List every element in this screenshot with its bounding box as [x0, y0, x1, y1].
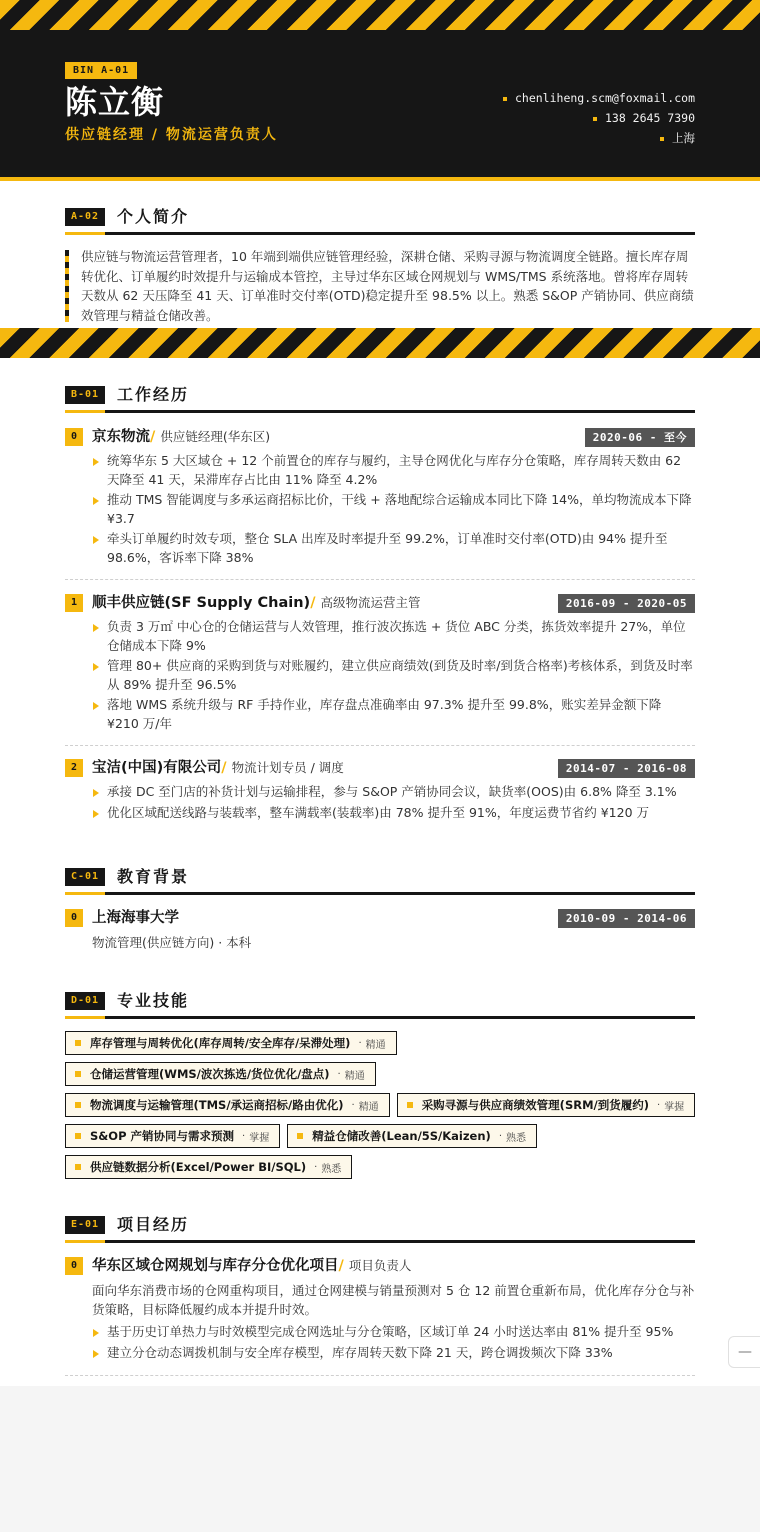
bullet-square-icon	[75, 1071, 81, 1077]
achievement-list	[65, 618, 695, 734]
contact-block	[503, 88, 695, 148]
header-accent-line	[0, 177, 760, 181]
skill-chip: 精益仓储改善(Lean/5S/Kaizen) · 熟悉	[287, 1124, 537, 1148]
section-tag: A-02	[65, 208, 105, 226]
bullet-square-icon	[75, 1040, 81, 1046]
bullet-square-icon	[75, 1164, 81, 1170]
city-text: 上海	[672, 131, 695, 145]
list-item: 牵头订单履约时效专项，整仓 SLA 出库及时率提升至 99.2%，订单准时交付率(OTD)由 94% 提升至 98.6%，客诉率下降 38%	[92, 530, 695, 567]
email-text: chenliheng.scm@foxmail.com	[514, 91, 695, 105]
bullet-square-icon	[593, 117, 597, 121]
entry-divider	[65, 745, 695, 746]
section-header-projects	[65, 1213, 695, 1243]
skill-level: 精通	[358, 1101, 379, 1113]
section-accent	[65, 232, 105, 235]
section-accent	[65, 410, 105, 413]
skill-chip: S&OP 产销协同与需求预测 · 掌握	[65, 1124, 280, 1148]
company-name: 顺丰供应链(SF Supply Chain)/ 高级物流运营主管	[92, 595, 421, 611]
list-item: 基于历史订单热力与时效模型完成仓网选址与分仓策略，区域订单 24 小时送达率由 81% 提升至 95%	[92, 1323, 695, 1342]
skill-level: 掌握	[664, 1101, 685, 1113]
bullet-square-icon	[407, 1102, 413, 1108]
company-name: 京东物流/ 供应链经理(华东区)	[92, 429, 271, 445]
minimize-button[interactable]	[728, 1336, 760, 1368]
contact-city	[503, 128, 695, 148]
section-accent	[65, 1240, 105, 1243]
entry-index: 0	[65, 1257, 83, 1275]
header	[0, 30, 760, 177]
bullet-square-icon	[297, 1133, 303, 1139]
skill-chip: 仓储运营管理(WMS/波次拣选/货位优化/盘点) · 精通	[65, 1062, 376, 1086]
section-tag: B-01	[65, 386, 105, 404]
section-tag: C-01	[65, 868, 105, 886]
date-badge: 2020-06 - 至今	[585, 428, 695, 447]
section-header-education	[65, 865, 695, 895]
section-title: 个人简介	[117, 207, 190, 226]
job-role: 高级物流运营主管	[320, 595, 421, 610]
section-title: 工作经历	[117, 385, 190, 404]
section-title: 专业技能	[117, 991, 190, 1010]
candidate-name: 陈立衡	[65, 83, 165, 121]
hazard-stripe-middle	[0, 328, 760, 358]
section-header-summary	[65, 205, 695, 235]
bullet-square-icon	[75, 1133, 81, 1139]
skill-level: 熟悉	[321, 1163, 342, 1175]
list-item: 管理 80+ 供应商的采购到货与对账履约，建立供应商绩效(到货及时率/到货合格率)考核体系，到货及时率从 89% 提升至 96.5%	[92, 657, 695, 694]
work-entry	[65, 426, 695, 570]
list-item: 落地 WMS 系统升级与 RF 手持作业，库存盘点准确率由 97.3% 提升至 99.8%，账实差异金额下降 ¥210 万/年	[92, 696, 695, 733]
list-item: 承接 DC 至门店的补货计划与运输排程，参与 S&OP 产销协同会议，缺货率(OOS)由 6.8% 降至 3.1%	[92, 783, 695, 802]
entry-index: 1	[65, 594, 83, 612]
achievement-list	[65, 1323, 695, 1362]
skill-level: 掌握	[249, 1132, 270, 1144]
list-item: 推动 TMS 智能调度与多承运商招标比价，干线 + 落地配综合运输成本同比下降 14%，单均物流成本下降 ¥3.7	[92, 491, 695, 528]
section-title: 教育背景	[117, 867, 190, 886]
skill-level: 精通	[344, 1070, 365, 1082]
company-name: 宝洁(中国)有限公司/ 物流计划专员 / 调度	[92, 760, 344, 776]
skill-level: 熟悉	[506, 1132, 527, 1144]
project-role: 项目负责人	[348, 1258, 412, 1273]
phone-text: 138 2645 7390	[604, 111, 695, 125]
contact-email[interactable]	[503, 88, 695, 108]
job-role: 物流计划专员 / 调度	[231, 760, 344, 775]
project-description: 面向华东消费市场的仓网重构项目，通过仓网建模与销量预测对 5 仓 12 前置仓重新布局，优化库存分仓与补货策略，目标降低履约成本并提升时效。	[92, 1283, 695, 1317]
section-header-work	[65, 383, 695, 413]
date-badge: 2010-09 - 2014-06	[558, 909, 695, 928]
section-header-skills	[65, 989, 695, 1019]
date-badge: 2014-07 - 2016-08	[558, 759, 695, 778]
work-entry	[65, 592, 695, 736]
entry-index: 0	[65, 428, 83, 446]
education-entry	[65, 907, 695, 953]
section-accent	[65, 892, 105, 895]
skill-level: 精通	[365, 1039, 386, 1051]
section-accent	[65, 1016, 105, 1019]
section-tag: E-01	[65, 1216, 105, 1234]
skill-chip: 物流调度与运输管理(TMS/承运商招标/路由优化) · 精通	[65, 1093, 390, 1117]
job-role: 供应链经理(华东区)	[160, 429, 271, 444]
achievement-list	[65, 783, 695, 822]
candidate-title: 供应链经理 / 物流运营负责人	[65, 127, 278, 143]
major-degree: 物流管理(供应链方向) · 本科	[92, 935, 252, 950]
hazard-stripe-top	[0, 0, 760, 30]
date-badge: 2016-09 - 2020-05	[558, 594, 695, 613]
section-title: 项目经历	[117, 1215, 190, 1234]
bullet-square-icon	[75, 1102, 81, 1108]
entry-divider	[65, 1375, 695, 1376]
bin-badge: BIN A-01	[65, 62, 137, 79]
list-item: 建立分仓动态调拨机制与安全库存模型，库存周转天数下降 21 天，跨仓调拨频次下降 33%	[92, 1344, 695, 1363]
minus-icon: —	[738, 1344, 752, 1360]
entry-index: 0	[65, 909, 83, 927]
contact-phone[interactable]	[503, 108, 695, 128]
school-name: 上海海事大学	[92, 910, 179, 926]
bullet-square-icon	[503, 97, 507, 101]
skill-chip: 供应链数据分析(Excel/Power BI/SQL) · 熟悉	[65, 1155, 352, 1179]
project-name: 华东区域仓网规划与库存分仓优化项目/ 项目负责人	[92, 1258, 412, 1274]
bullet-square-icon	[660, 137, 664, 141]
section-tag: D-01	[65, 992, 105, 1010]
skill-chip: 采购寻源与供应商绩效管理(SRM/到货履约) · 掌握	[397, 1093, 696, 1117]
list-item: 负责 3 万㎡ 中心仓的仓储运营与人效管理，推行波次拣选 + 货位 ABC 分类，拣货效率提升 27%，单位仓储成本下降 9%	[92, 618, 695, 655]
list-item: 优化区域配送线路与装载率，整车满载率(装载率)由 78% 提升至 91%，年度运费节省约 ¥120 万	[92, 804, 695, 823]
list-item: 统筹华东 5 大区域仓 + 12 个前置仓的库存与履约，主导仓网优化与库存分仓策略，库存周转天数由 62 天降至 41 天，呆滞库存占比由 11% 降至 4.2%	[92, 452, 695, 489]
entry-divider	[65, 579, 695, 580]
skills-list	[65, 1031, 705, 1186]
skill-chip: 库存管理与周转优化(库存周转/安全库存/呆滞处理) · 精通	[65, 1031, 397, 1055]
work-entry	[65, 757, 695, 824]
entry-index: 2	[65, 759, 83, 777]
project-entry	[65, 1255, 695, 1364]
achievement-list	[65, 452, 695, 568]
summary-text: 供应链与物流运营管理者，10 年端到端供应链管理经验，深耕仓储、采购寻源与物流调度全链路。擅长库存周转优化、订单履约时效提升与运输成本管控，主导过华东区域仓网规划与 WMS/TMS 系统落地。曾将库存周转天数从 62 天压降至 41 天、订单准时交付率(OTD)稳定提升至 98.5% 以上。熟悉 S&OP 产销协同、供应商绩效管理与精益仓储改善。	[81, 249, 694, 323]
